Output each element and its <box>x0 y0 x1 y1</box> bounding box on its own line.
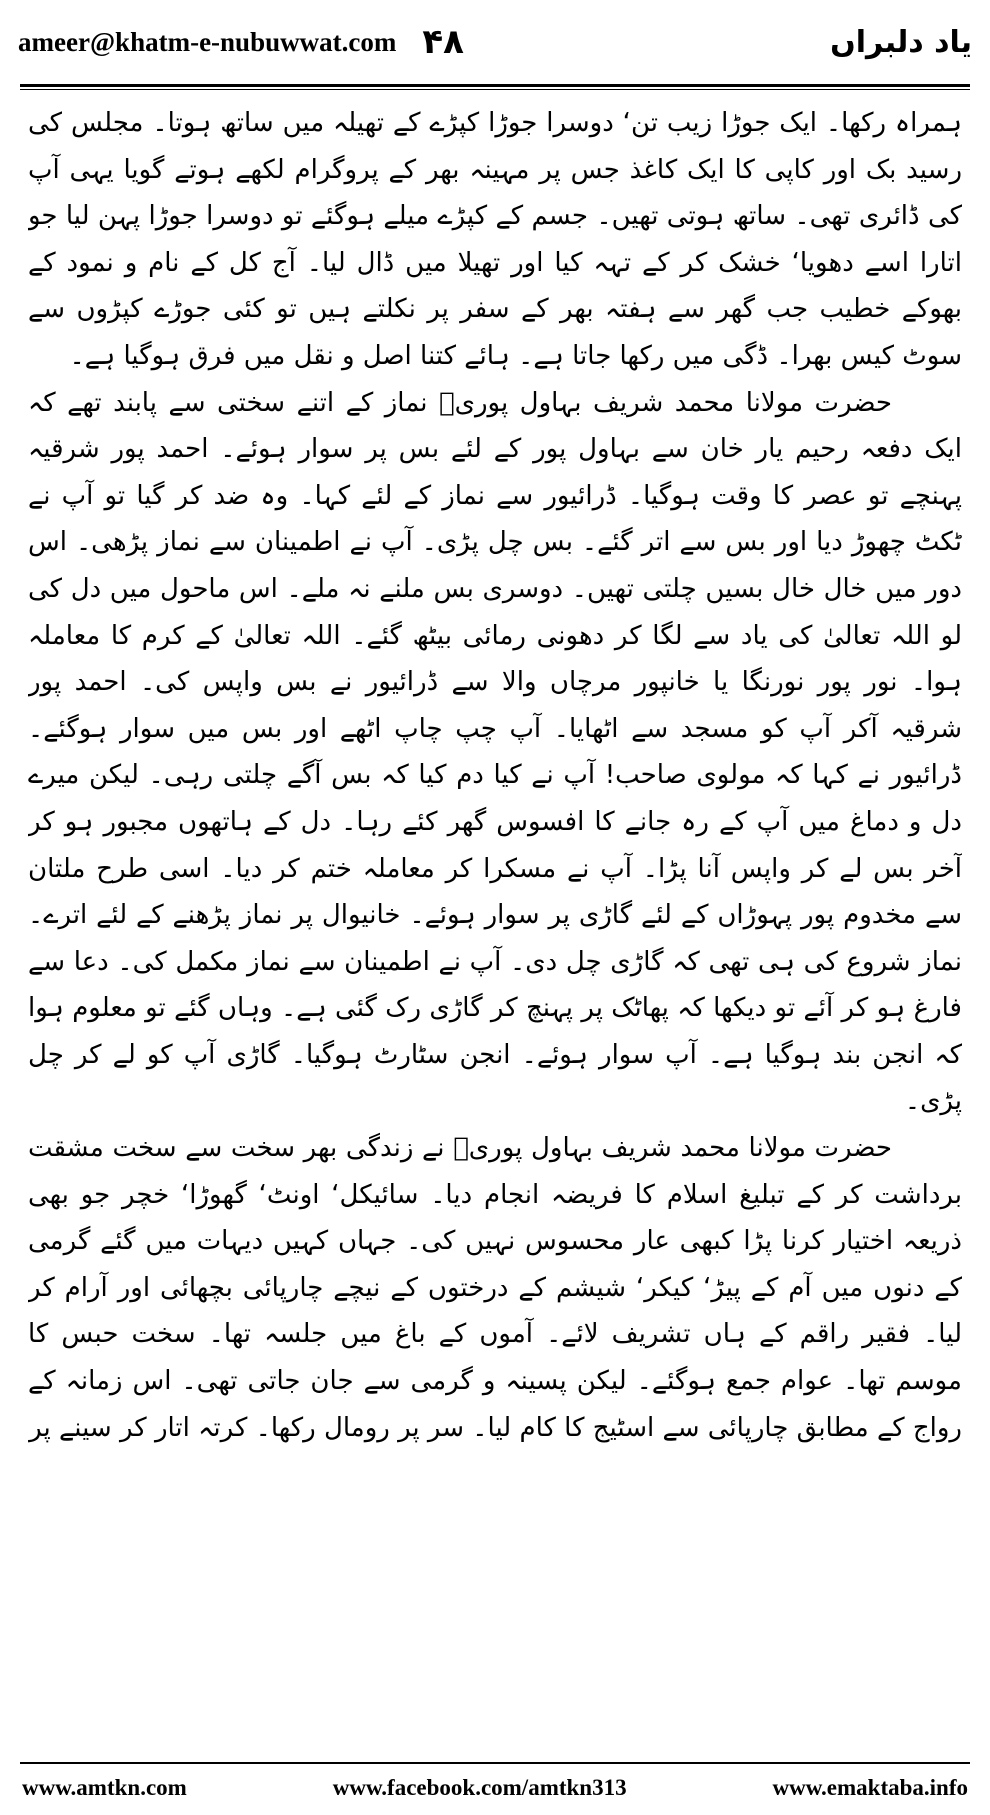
book-title: یاد دلبراں <box>830 24 972 60</box>
page-body <box>28 100 962 1730</box>
footer-link-emaktaba[interactable]: www.emaktaba.info <box>772 1775 968 1800</box>
header-rule <box>20 84 970 87</box>
page-header <box>0 0 990 84</box>
footer-link-facebook[interactable]: www.facebook.com/amtkn313 <box>332 1775 627 1800</box>
header-email[interactable]: ameer@khatm-e-nubuwwat.com <box>18 26 397 57</box>
header-left-group <box>18 22 464 62</box>
page-number: ۴۸ <box>422 22 464 62</box>
page-footer <box>0 1764 990 1812</box>
paragraph-2: حضرت مولانا محمد شریف بہاول پوریؒ نماز کے اتنے سختی سے پابند تھے کہ ایک دفعہ رحیم یار خان سے بہاول پور کے لئے بس پر سوار ہوئے۔ احمد پور شرقیہ پہنچے تو عصر کا وقت ہوگیا۔ ڈرائیور سے نماز کے لئے کہا۔ وہ ضد کر گیا تو آپ نے ٹکٹ چھوڑ دیا اور بس سے اتر گئے۔ بس چل پڑی۔ آپ نے اطمینان سے نماز پڑھی۔ اس دور میں خال خال بسیں چلتی تھیں۔ دوسری بس ملنے نہ ملے۔ اس ماحول میں دل کی لو اللہ تعالیٰ کی یاد سے لگا کر دھونی رمائی بیٹھ گئے۔ اللہ تعالیٰ کے کرم کا معاملہ ہوا۔ نور پور نورنگا یا خانپور مرچاں والا سے ڈرائیور نے بس واپس کی۔ احمد پور شرقیہ آکر آپ کو مسجد سے اٹھایا۔ آپ چپ چاپ اٹھے اور بس میں سوار ہوگئے۔ ڈرائیور نے کہا کہ مولوی صاحب! آپ نے کیا دم کیا کہ بس آگے چلتی رہی۔ لیکن میرے دل و دماغ میں آپ کے رہ جانے کا افسوس گھر کئے رہا۔ دل کے ہاتھوں مجبور ہو کر آخر بس لے کر واپس آنا پڑا۔ آپ نے مسکرا کر معاملہ ختم کر دیا۔ اسی طرح ملتان سے مخدوم پور پہوڑاں کے لئے گاڑی پر سوار ہوئے۔ خانیوال پر نماز پڑھنے کے لئے اترے۔ نماز شروع کی ہی تھی کہ گاڑی چل دی۔ آپ نے اطمینان سے نماز مکمل کی۔ دعا سے فارغ ہو کر آئے تو دیکھا کہ پھاٹک پر پہنچ کر گاڑی رک گئی ہے۔ وہاں گئے تو معلوم ہوا کہ انجن بند ہوگیا ہے۔ آپ سوار ہوئے۔ انجن سٹارٹ ہوگیا۔ گاڑی آپ کو لے کر چل پڑی۔ <box>28 387 962 1117</box>
paragraph-1: ہمراہ رکھا۔ ایک جوڑا زیب تن‘ دوسرا جوڑا کپڑے کے تھیلہ میں ساتھ ہوتا۔ مجلس کی رسید بک اور کاپی کا ایک کاغذ جس پر مہینہ بھر کے پروگرام لکھے ہوتے گویا یہی آپ کی ڈائری تھی۔ ساتھ ہوتی تھیں۔ جسم کے کپڑے میلے ہوگئے تو دوسرا جوڑا پہن لیا جو اتارا اسے دھویا‘ خشک کر کے تہہ کیا اور تھیلا میں ڈال لیا۔ آج کل کے نام و نمود کے بھوکے خطیب جب گھر سے ہفتہ بھر کے سفر پر نکلتے ہیں تو کئی جوڑے کپڑوں سے سوٹ کیس بھرا۔ ڈگی میں رکھا جاتا ہے۔ ہائے کتنا اصل و نقل میں فرق ہوگیا ہے۔ <box>28 108 962 371</box>
footer-link-amtkn[interactable]: www.amtkn.com <box>22 1775 187 1800</box>
header-rule-thin <box>20 89 970 90</box>
paragraph-3: حضرت مولانا محمد شریف بہاول پوریؒ نے زندگی بھر سخت سے سخت مشقت برداشت کر کے تبلیغ اسلام کا فریضہ انجام دیا۔ سائیکل‘ اونٹ‘ گھوڑا‘ خچر جو بھی ذریعہ اختیار کرنا پڑا کبھی عار محسوس نہیں کی۔ جہاں کہیں دیہات میں گئے گرمی کے دنوں میں آم کے پیڑ‘ کیکر‘ شیشم کے درختوں کے نیچے چارپائی بچھائی اور آرام کر لیا۔ فقیر راقم کے ہاں تشریف لائے۔ آموں کے باغ میں جلسہ تھا۔ سخت حبس کا موسم تھا۔ عوام جمع ہوگئے۔ لیکن پسینہ و گرمی سے جان جاتی تھی۔ اس زمانہ کے رواج کے مطابق چارپائی سے اسٹیج کا کام لیا۔ سر پر رومال رکھا۔ کرتہ اتار کر سینے پر <box>28 1133 962 1443</box>
